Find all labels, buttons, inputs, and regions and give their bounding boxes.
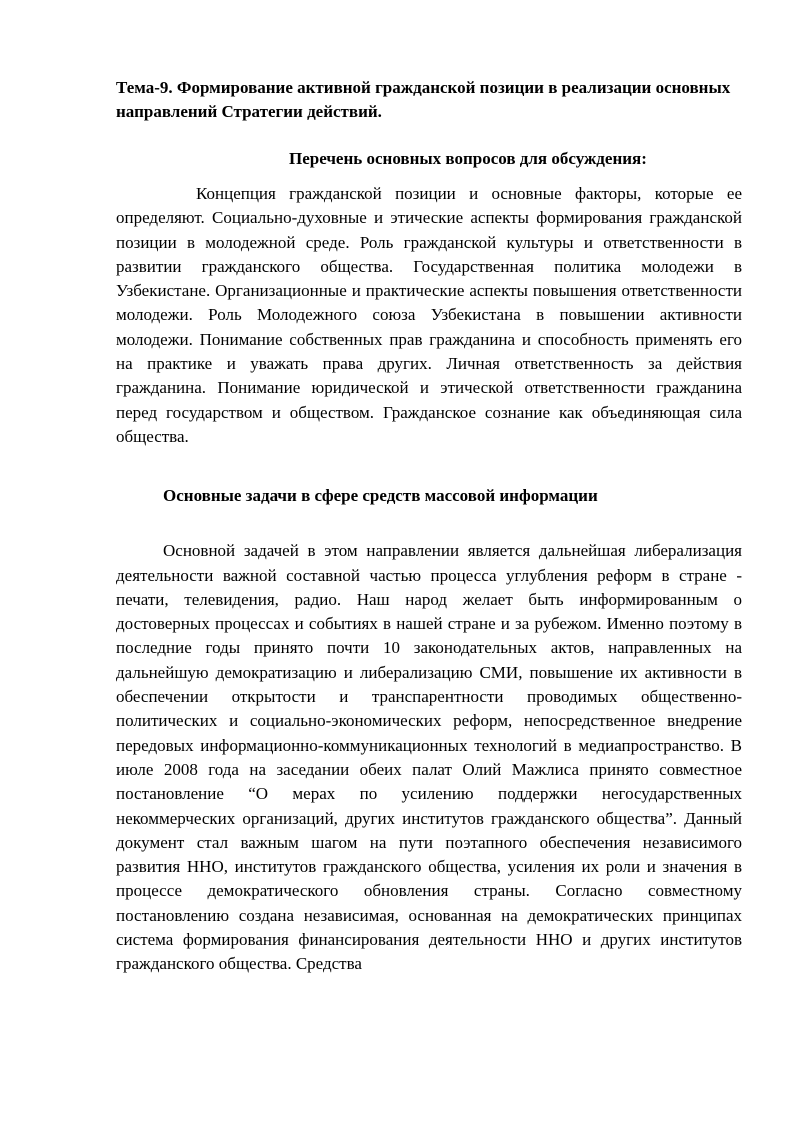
title-line-2: направлений Стратегии действий. [116,102,382,121]
body-paragraph: Основной задачей в этом направлении является дальнейшая либерализация деятельности важной составной частью процесса углубления реформ в стране - печати, телевидения, радио. Наш народ желает быть информированным о достоверных процессах и событиях в нашей стране и за рубежом. Именно поэтому в последние годы принято почти 10 законодательных актов, направленных на дальнейшую демократизацию и либерализацию СМИ, повышение их активности в обеспечении открытости и транспарентности проводимых общественно-политических и социально-экономических реформ, непосредственное внедрение передовых информационно-коммуникационных технологий в медиапространство. В июле 2008 года на заседании обеих палат Олий Мажлиса принято совместное постановление “О мерах по усилению поддержки негосударственных некоммерческих организаций, других институтов гражданского общества”. Данный документ стал важным шагом на пути поэтапного обеспечения независимого развития ННО, институтов гражданского общества, усиления их роли и значения в процессе демократического обновления страны. Согласно совместному постановлению создана независимая, основанная на демократических принципах система формирования финансирования деятельности ННО и других институтов гражданского общества. Средства [116,541,742,974]
intro-paragraph: Концепция гражданской позиции и основные факторы, которые ее определяют. Социально-духовные и этические аспекты формирования гражданской позиции в молодежной среде. Роль гражданской культуры и ответственности в развитии гражданского общества. Государственная политика молодежи в Узбекистане. Организационные и практические аспекты повышения ответственности молодежи. Роль Молодежного союза Узбекистана в повышении активности молодежи. Понимание собственных прав гражданина и способность применять его на практике и уважать права других. Личная ответственность за действия гражданина. Понимание юридической и этической ответственности гражданина перед государством и обществом. Гражданское сознание как объединяющая сила общества. [116,184,742,446]
section-heading: Основные задачи в сфере средств массовой информации [163,486,598,506]
discussion-questions-heading: Перечень основных вопросов для обсуждения: [289,149,647,168]
document-title [116,76,742,124]
document-page [116,76,742,977]
title-line-1: Тема-9. Формирование активной гражданской позиции в реализации основных [116,78,731,97]
